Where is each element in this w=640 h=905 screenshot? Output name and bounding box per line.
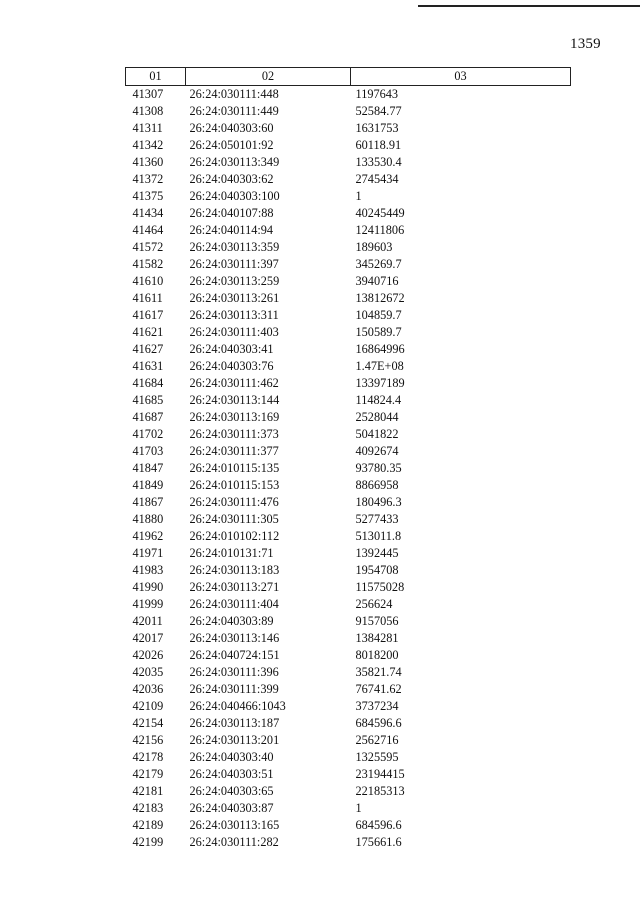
cell-cadastral-number: 26:24:030111:399 (189, 682, 279, 696)
table-row (126, 273, 571, 290)
cell-value: 76741.62 (355, 682, 402, 696)
cell-value: 1392445 (355, 546, 399, 560)
table-row (126, 103, 571, 120)
cell-value: 3940716 (355, 274, 399, 288)
cell-id: 42199 (132, 835, 164, 849)
cell-id: 41999 (132, 597, 164, 611)
cell-value: 52584.77 (355, 104, 402, 118)
cell-value: 1 (355, 801, 362, 815)
table-row (126, 596, 571, 613)
table-row (126, 630, 571, 647)
cell-value: 684596.6 (355, 818, 402, 832)
cell-cadastral-number: 26:24:050101:92 (189, 138, 274, 152)
cell-id: 42178 (132, 750, 164, 764)
cell-id: 41684 (132, 376, 164, 390)
cell-value: 16864996 (355, 342, 405, 356)
cell-cadastral-number: 26:24:030111:377 (189, 444, 279, 458)
cell-value: 1631753 (355, 121, 399, 135)
cell-id: 41572 (132, 240, 164, 254)
cell-id: 41307 (132, 87, 164, 101)
cell-id: 41360 (132, 155, 164, 169)
cell-cadastral-number: 26:24:030111:305 (189, 512, 279, 526)
cell-id: 41610 (132, 274, 164, 288)
cell-id: 42189 (132, 818, 164, 832)
table-row (126, 579, 571, 596)
table-row (126, 324, 571, 341)
table-row (126, 732, 571, 749)
cell-value: 133530.4 (355, 155, 402, 169)
table-row (126, 137, 571, 154)
table-row (126, 834, 571, 851)
cell-id: 41962 (132, 529, 164, 543)
table-row (126, 664, 571, 681)
cell-value: 684596.6 (355, 716, 402, 730)
cell-cadastral-number: 26:24:010115:135 (189, 461, 280, 475)
table-row (126, 647, 571, 664)
cell-cadastral-number: 26:24:040303:40 (189, 750, 274, 764)
table-row (126, 817, 571, 834)
cell-id: 41880 (132, 512, 164, 526)
cell-id: 42109 (132, 699, 164, 713)
cell-cadastral-number: 26:24:040303:76 (189, 359, 274, 373)
cell-cadastral-number: 26:24:040303:89 (189, 614, 274, 628)
cell-cadastral-number: 26:24:030111:449 (189, 104, 279, 118)
cell-id: 41311 (132, 121, 163, 135)
cell-cadastral-number: 26:24:030111:396 (189, 665, 279, 679)
cell-cadastral-number: 26:24:040107:88 (189, 206, 274, 220)
cell-cadastral-number: 26:24:010102:112 (189, 529, 280, 543)
cell-cadastral-number: 26:24:030111:373 (189, 427, 279, 441)
cell-id: 41627 (132, 342, 164, 356)
cell-value: 180496.3 (355, 495, 402, 509)
cell-value: 5277433 (355, 512, 399, 526)
cell-value: 11575028 (355, 580, 405, 594)
cell-cadastral-number: 26:24:040303:65 (189, 784, 274, 798)
cell-cadastral-number: 26:24:030113:183 (189, 563, 280, 577)
cell-cadastral-number: 26:24:030111:476 (189, 495, 279, 509)
cell-cadastral-number: 26:24:040466:1043 (189, 699, 286, 713)
cell-cadastral-number: 26:24:030111:448 (189, 87, 279, 101)
cell-cadastral-number: 26:24:040724:151 (189, 648, 280, 662)
table-row (126, 426, 571, 443)
cell-id: 41971 (132, 546, 164, 560)
cell-id: 42179 (132, 767, 164, 781)
table-row (126, 290, 571, 307)
cell-value: 3737234 (355, 699, 399, 713)
cell-id: 41621 (132, 325, 164, 339)
cell-value: 189603 (355, 240, 393, 254)
cell-id: 41685 (132, 393, 164, 407)
table-body (126, 86, 571, 852)
cell-cadastral-number: 26:24:040303:62 (189, 172, 274, 186)
table-row (126, 613, 571, 630)
cell-value: 13812672 (355, 291, 405, 305)
cell-cadastral-number: 26:24:030111:397 (189, 257, 279, 271)
cell-id: 42156 (132, 733, 164, 747)
cell-cadastral-number: 26:24:040303:87 (189, 801, 274, 815)
cell-value: 150589.7 (355, 325, 402, 339)
table-row (126, 256, 571, 273)
cell-id: 41464 (132, 223, 164, 237)
table-row (126, 86, 571, 104)
table-row (126, 800, 571, 817)
cell-cadastral-number: 26:24:030111:404 (189, 597, 279, 611)
table-row (126, 239, 571, 256)
cell-id: 41631 (132, 359, 164, 373)
table-row (126, 443, 571, 460)
cell-cadastral-number: 26:24:040303:41 (189, 342, 274, 356)
table-row (126, 681, 571, 698)
cell-value: 4092674 (355, 444, 399, 458)
cell-value: 40245449 (355, 206, 405, 220)
table-row (126, 477, 571, 494)
table-row (126, 120, 571, 137)
cell-id: 41702 (132, 427, 164, 441)
cell-id: 41847 (132, 461, 164, 475)
cell-cadastral-number: 26:24:030111:462 (189, 376, 279, 390)
table-row (126, 375, 571, 392)
cell-value: 22185313 (355, 784, 405, 798)
cell-id: 41703 (132, 444, 164, 458)
cell-id: 42035 (132, 665, 164, 679)
page-number: 1359 (570, 36, 601, 52)
cell-cadastral-number: 26:24:040114:94 (189, 223, 274, 237)
cell-value: 35821.74 (355, 665, 402, 679)
table-row (126, 715, 571, 732)
table-row (126, 341, 571, 358)
cell-value: 12411806 (355, 223, 405, 237)
cell-id: 41867 (132, 495, 164, 509)
table-row (126, 494, 571, 511)
table-row (126, 460, 571, 477)
cell-value: 9157056 (355, 614, 399, 628)
table-row (126, 171, 571, 188)
cell-id: 41617 (132, 308, 164, 322)
cell-value: 345269.7 (355, 257, 402, 271)
table-row (126, 409, 571, 426)
cell-cadastral-number: 26:24:030113:201 (189, 733, 280, 747)
cell-id: 42181 (132, 784, 164, 798)
cell-value: 1954708 (355, 563, 399, 577)
cell-id: 41308 (132, 104, 164, 118)
cell-id: 42183 (132, 801, 164, 815)
cell-id: 41372 (132, 172, 164, 186)
header-col-03: 03 (351, 68, 571, 86)
table-row (126, 392, 571, 409)
header-col-01: 01 (126, 68, 186, 86)
cell-value: 5041822 (355, 427, 399, 441)
table-row (126, 783, 571, 800)
cell-id: 41849 (132, 478, 164, 492)
top-rule (418, 5, 640, 7)
cell-cadastral-number: 26:24:030113:271 (189, 580, 280, 594)
cell-id: 42011 (132, 614, 163, 628)
table-row (126, 222, 571, 239)
data-table (125, 67, 571, 851)
cell-id: 41375 (132, 189, 164, 203)
cell-id: 41434 (132, 206, 164, 220)
cell-cadastral-number: 26:24:030113:311 (189, 308, 279, 322)
table-row (126, 358, 571, 375)
cell-value: 513011.8 (355, 529, 402, 543)
cell-value: 8018200 (355, 648, 399, 662)
cell-value: 2745434 (355, 172, 399, 186)
cell-cadastral-number: 26:24:010131:71 (189, 546, 274, 560)
cell-id: 41611 (132, 291, 163, 305)
cell-cadastral-number: 26:24:030113:259 (189, 274, 280, 288)
cell-value: 114824.4 (355, 393, 402, 407)
cell-cadastral-number: 26:24:040303:60 (189, 121, 274, 135)
cell-cadastral-number: 26:24:030111:282 (189, 835, 279, 849)
cell-id: 42017 (132, 631, 164, 645)
table-row (126, 766, 571, 783)
cell-value: 1197643 (355, 87, 399, 101)
cell-value: 8866958 (355, 478, 399, 492)
table-row (126, 545, 571, 562)
table-row (126, 562, 571, 579)
cell-value: 1384281 (355, 631, 399, 645)
cell-cadastral-number: 26:24:010115:153 (189, 478, 280, 492)
cell-value: 13397189 (355, 376, 405, 390)
table-row (126, 154, 571, 171)
cell-id: 42026 (132, 648, 164, 662)
cell-value: 2562716 (355, 733, 399, 747)
cell-value: 1325595 (355, 750, 399, 764)
cell-cadastral-number: 26:24:040303:51 (189, 767, 274, 781)
cell-id: 41687 (132, 410, 164, 424)
cell-cadastral-number: 26:24:030113:187 (189, 716, 280, 730)
cell-cadastral-number: 26:24:030113:144 (189, 393, 280, 407)
table-row (126, 511, 571, 528)
cell-value: 2528044 (355, 410, 399, 424)
cell-id: 41990 (132, 580, 164, 594)
cell-cadastral-number: 26:24:030113:261 (189, 291, 280, 305)
cell-value: 175661.6 (355, 835, 402, 849)
cell-value: 93780.35 (355, 461, 402, 475)
cell-value: 104859.7 (355, 308, 402, 322)
cell-id: 41582 (132, 257, 164, 271)
header-col-02: 02 (186, 68, 351, 86)
cell-cadastral-number: 26:24:030113:359 (189, 240, 280, 254)
table-row (126, 188, 571, 205)
table-row (126, 307, 571, 324)
table-row (126, 205, 571, 222)
cell-cadastral-number: 26:24:030113:349 (189, 155, 280, 169)
cell-value: 60118.91 (355, 138, 402, 152)
cell-value: 23194415 (355, 767, 405, 781)
table-row (126, 698, 571, 715)
table-row (126, 528, 571, 545)
cell-value: 1.47E+08 (355, 359, 404, 373)
cell-value: 256624 (355, 597, 393, 611)
cell-cadastral-number: 26:24:030113:165 (189, 818, 280, 832)
cell-id: 41983 (132, 563, 164, 577)
cell-cadastral-number: 26:24:030111:403 (189, 325, 279, 339)
cell-id: 42154 (132, 716, 164, 730)
header-row (126, 68, 571, 86)
cell-id: 42036 (132, 682, 164, 696)
cell-value: 1 (355, 189, 362, 203)
table-row (126, 749, 571, 766)
cell-id: 41342 (132, 138, 164, 152)
cell-cadastral-number: 26:24:040303:100 (189, 189, 280, 203)
table-header (126, 68, 571, 86)
cell-cadastral-number: 26:24:030113:169 (189, 410, 280, 424)
cell-cadastral-number: 26:24:030113:146 (189, 631, 280, 645)
